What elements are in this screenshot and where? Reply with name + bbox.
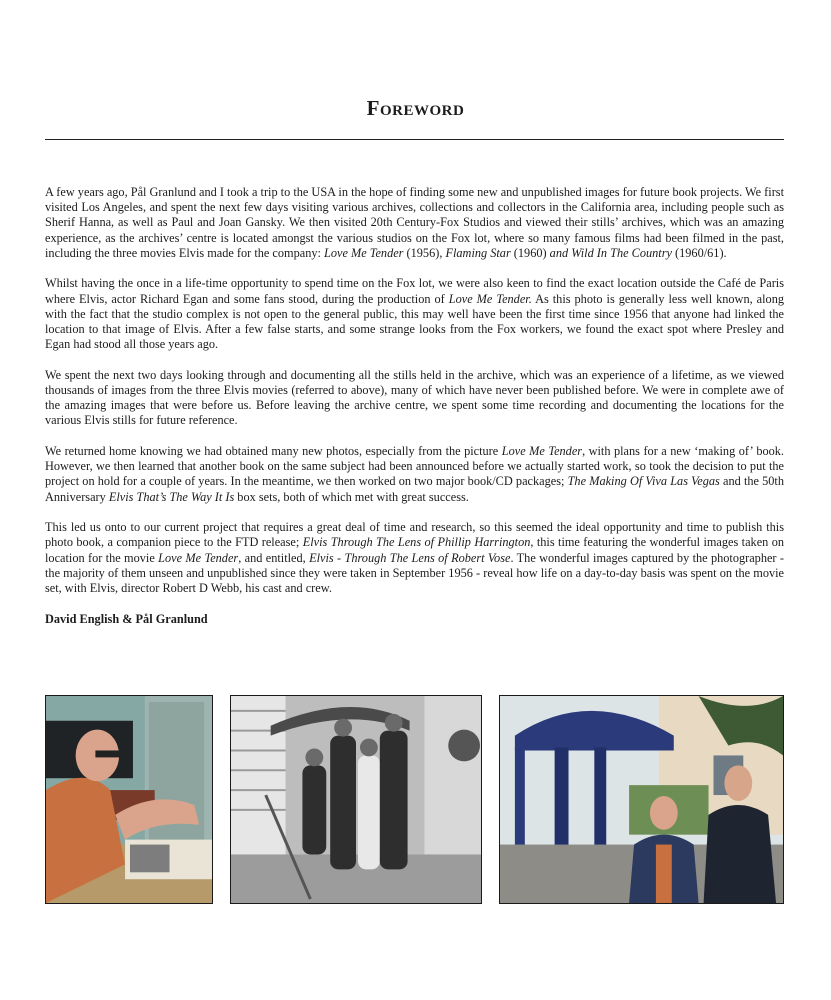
photo-cafe-de-paris-1956	[230, 695, 482, 904]
man-1-shirt-shape	[656, 845, 672, 903]
person-4-shape	[380, 731, 408, 870]
body-text: (1960)	[510, 245, 550, 260]
paragraph-1	[45, 185, 784, 261]
person-1-shape	[302, 765, 326, 854]
title-divider	[45, 139, 784, 140]
photo-cafe-de-paris-image	[231, 696, 481, 903]
italic-title-text: Elvis - Through The Lens of Robert Vose	[309, 550, 511, 565]
sign-emblem-shape	[448, 730, 480, 762]
body-text: (1956),	[403, 245, 446, 260]
italic-title-text: Love Me Tender.	[448, 291, 532, 306]
paragraph-2	[45, 276, 784, 352]
paragraph-5	[45, 520, 784, 596]
italic-title-text: Elvis That’s The Way It Is	[108, 489, 235, 504]
page-title: Foreword	[366, 96, 465, 120]
body-text: We returned home knowing we had obtained many new photos, especially from the picture	[45, 444, 502, 459]
italic-title-text: and Wild In The Country	[549, 245, 672, 260]
person-3-shape	[358, 755, 380, 869]
italic-title-text: Love Me Tender	[158, 550, 239, 565]
italic-title-text: Love Me Tender	[324, 245, 404, 260]
italic-title-text: The Making Of Viva Las Vegas	[567, 474, 720, 489]
italic-title-text: Elvis Through The Lens of Phillip Harrington	[302, 535, 531, 550]
body-text: , and entitled,	[238, 550, 310, 565]
photo-archive-research-image	[46, 696, 212, 903]
person-2-shape	[330, 736, 356, 870]
author-signature: David English & Pål Granlund	[45, 611, 208, 626]
body-text: This led us onto to our current project that requires a great deal of time and research, so this seemed the ideal opportunity and time to publish this photo book, a companion piece to the FTD release;	[45, 520, 784, 550]
photo-location-today-image	[500, 696, 783, 903]
body-text: box sets, both of which met with great success.	[234, 489, 469, 504]
italic-title-text: Love Me Tender	[501, 444, 583, 459]
glasses-shape	[95, 750, 121, 757]
photo-archive-research	[45, 695, 213, 904]
body-text: As this photo is generally less well known, along with the fact that the studio complex is not open to the general public, this may well have been the first time since 1956 that anyone had linked the location to that image of Elvis. After a few false starts, and some strange looks from the Fox workers, we found the exact spot where Presley and Egan had stood all those years ago.	[45, 291, 784, 352]
still-photo-shape	[130, 845, 170, 873]
italic-title-text: Flaming Star	[445, 245, 511, 260]
man-2-jacket-shape	[704, 805, 776, 903]
body-text: Whilst having the once in a life-time opportunity to spend time on the Fox lot, we were also keen to find the exact location outside the Café de Paris where Elvis, actor Richard Egan and some fans stood, during the production of	[45, 276, 784, 306]
body-text: . The wonderful images captured by the photographer - the majority of them unseen and unpublished since they were taken in September 1956 - reveal how life on a day-to-day basis was spent on the movie set, with Elvis, director Robert D Webb, his cast and crew.	[45, 550, 784, 596]
paragraph-4	[45, 444, 784, 505]
body-text: , with plans for a new ‘making of’ book. However, we then learned that another book on the same subject had been announced before we actually started work, so took the decision to put the project on hold for a couple of years. In the meantime, we then worked on two major book/CD packages;	[45, 444, 784, 489]
man-2-head-shape	[724, 765, 752, 801]
steps-shape	[231, 854, 481, 903]
body-text: A few years ago, Pål Granlund and I took a trip to the USA in the hope of finding some new and unpublished images for future book projects. We first visited Los Angeles, and spent the next few days visiting various archives, collections and collectors in the California area, including people such as Sherif Hanna, as well as Paul and Joan Gansky. We then visited 20th Century-Fox Studios and viewed their stills’ archives, which was an amazing experience, as the archives’ centre is located amongst the various studios on the Fox lot, where so many famous films had been filmed in the past, including the three movies Elvis made for the company:	[45, 185, 784, 260]
canopy-curtain-right-shape	[594, 748, 606, 847]
body-text: (1960/61).	[671, 245, 727, 260]
man-1-head-shape	[650, 796, 678, 830]
foreword-body	[45, 185, 784, 642]
body-text: , this time featuring the wonderful images taken on location for the movie	[45, 535, 785, 565]
body-text: We spent the next two days looking through and documenting all the stills held in the archive, which was an experience of a lifetime, as we viewed thousands of images from the three Elvis movies (referred to above), many of which have never been published before. We were in complete awe of the amazing images that were before us. Before leaving the archive centre, we spent some time recording and documenting the locations for the various Elvis stills for future reference.	[45, 367, 784, 428]
paragraph-3	[45, 368, 784, 429]
body-text: and the 50th Anniversary	[45, 474, 784, 504]
photo-location-today	[499, 695, 784, 904]
